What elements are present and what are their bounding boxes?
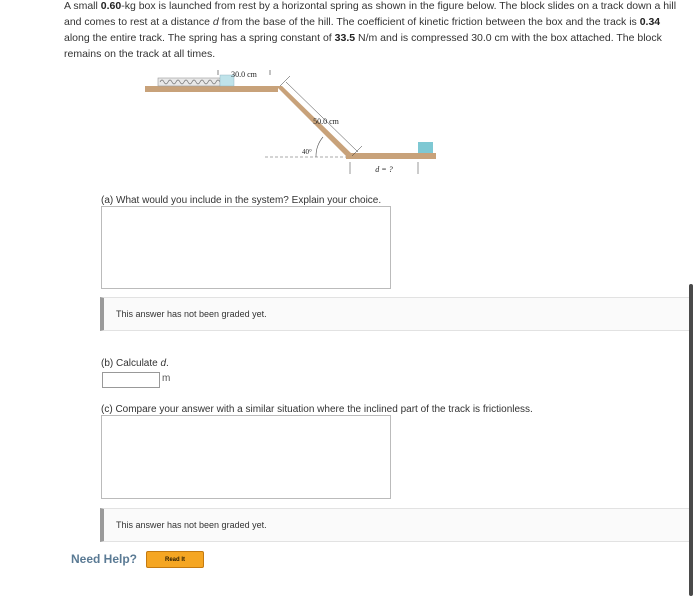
scrollbar[interactable]: [689, 284, 693, 596]
part-b-answer-input[interactable]: [102, 372, 160, 388]
graded-status-text: This answer has not been graded yet.: [116, 520, 267, 530]
part-b-question-text: (b) Calculate: [101, 358, 161, 369]
mass-value: 0.60: [100, 0, 122, 12]
problem-text: along the entire track. The spring has a spring constant of: [64, 32, 335, 44]
part-c-graded-status: [100, 508, 690, 542]
problem-text: N/m and is compressed 30.0 cm with the box attached. The block remains on the track at all times.: [64, 32, 662, 60]
distance-label: d = ?: [375, 165, 393, 174]
part-b-question-end: .: [166, 358, 169, 369]
upper-track: [145, 86, 278, 92]
lower-track: [346, 153, 436, 159]
part-a-question: (a) What would you include in the system? Explain your choice.: [101, 195, 382, 206]
friction-coefficient: 0.34: [639, 16, 661, 28]
part-a-graded-status: [100, 297, 690, 331]
incline-label: 50.0 cm: [313, 117, 339, 126]
track-figure: [140, 62, 440, 186]
angle-label: 40°: [302, 148, 312, 156]
problem-statement: [64, 0, 684, 62]
spring: [158, 78, 220, 86]
problem-text: -kg box is launched from rest by a horizontal spring as shown in the figure below. The block slides on a track down a hill and comes to rest at a distance: [64, 0, 677, 28]
spring-constant: 33.5: [334, 32, 356, 44]
problem-text: A small: [64, 0, 101, 12]
part-b-unit: m: [162, 373, 171, 384]
graded-status-text: This answer has not been graded yet.: [116, 309, 267, 319]
part-b-question-var: d: [160, 358, 167, 369]
read-it-button[interactable]: Read It: [146, 551, 204, 568]
part-c-answer-textarea[interactable]: [101, 415, 391, 499]
need-help-label: Need Help?: [71, 552, 138, 566]
part-a-answer-textarea[interactable]: [101, 206, 391, 289]
problem-text: from the base of the hill. The coefficient of kinetic friction between the box and the track is: [218, 16, 640, 28]
distance-variable: d: [212, 16, 219, 28]
box-end: [418, 142, 433, 153]
part-c-question: (c) Compare your answer with a similar situation where the inclined part of the track is frictionless.: [101, 404, 533, 415]
part-b-question: [101, 358, 169, 369]
compression-label: 30.0 cm: [231, 70, 257, 79]
